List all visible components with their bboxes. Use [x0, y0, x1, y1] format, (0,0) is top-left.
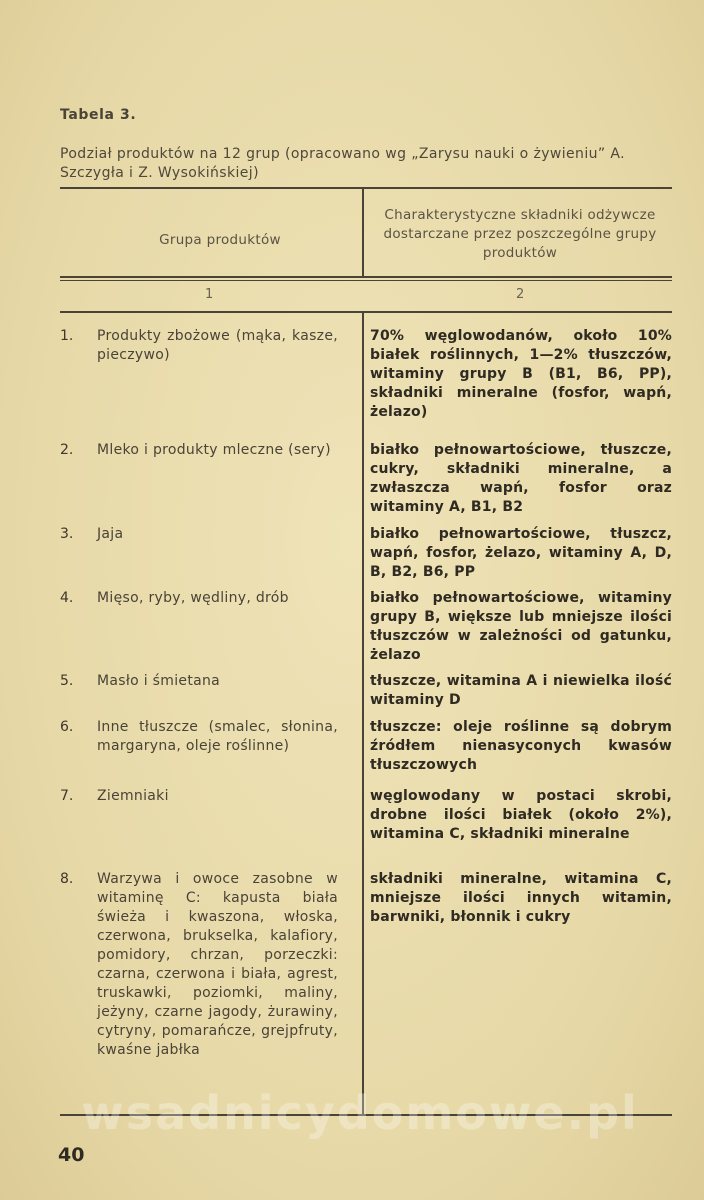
nutrients: białko pełnowartościowe, tłuszcze, cukry, składniki mineralne, a zwłaszcza wapń, fosfor oraz witaminy A, B1, B2 — [370, 442, 672, 515]
nutrients: tłuszcze: oleje roślinne są dobrym źródłem nienasyconych kwasów tłuszczowych — [370, 719, 672, 773]
page-number: 40 — [58, 1144, 85, 1166]
row-number: 7. — [60, 788, 74, 804]
nutrients: węglowodany w postaci skrobi, drobne ilości białek (około 2%), witamina C, składniki mineralne — [370, 788, 672, 842]
product-group: Masło i śmietana — [97, 673, 221, 689]
nutrients: 70% węglowodanów, około 10% białek roślinnych, 1—2% tłuszczów, witaminy grupy B (B1, B6, PP), składniki mineralne (fosfor, wapń, żelazo) — [370, 328, 672, 420]
table-caption: Tabela 3. — [60, 107, 137, 123]
product-group: Warzywa i owoce zasobne w witaminę C: kapusta biała świeża i kwaszona, włoska, czerwona, brukselka, kalafiory, pomidory, chrzan, porzeczki: czarna, czerwona i biała, agrest, truskawki, poziomki, maliny, jeżyny, czarne jagody, żurawiny, cytryny, pomarańcze, grejpfruty, kwaśne jabłka — [97, 871, 338, 1058]
product-group: Ziemniaki — [97, 788, 169, 804]
product-group: Inne tłuszcze (smalec, słonina, margaryna, oleje roślinne) — [97, 719, 338, 754]
product-group: Jaja — [97, 526, 124, 542]
nutrients: białko pełnowartościowe, tłuszcz, wapń, fosfor, żelazo, witaminy A, D, B, B2, B6, PP — [370, 526, 672, 580]
table-top-rule — [60, 187, 672, 189]
header-bottom-rule-2 — [60, 280, 672, 281]
header-group: Grupa produktów — [159, 232, 281, 248]
row-number: 3. — [60, 526, 74, 542]
watermark: wsadnicydomowe.pl — [81, 1086, 639, 1140]
header-bottom-rule — [60, 276, 672, 278]
column-number-2: 2 — [516, 287, 525, 302]
column-divider-head — [362, 189, 364, 277]
row-number: 8. — [60, 871, 74, 887]
nutrients: białko pełnowartościowe, witaminy grupy B, większe lub mniejsze ilości tłuszczów w zależności od gatunku, żelazo — [370, 590, 672, 663]
row-number: 4. — [60, 590, 74, 606]
nutrients: tłuszcze, witamina A i niewielka ilość witaminy D — [370, 673, 672, 708]
row-number: 6. — [60, 719, 74, 735]
header-nutrients: Charakterystyczne składniki odżywcze dostarczane przez poszczególne grupy produktów — [383, 207, 657, 261]
row-number: 5. — [60, 673, 74, 689]
row-number: 1. — [60, 328, 74, 344]
colnum-bottom-rule — [60, 311, 672, 313]
product-group: Mięso, ryby, wędliny, drób — [97, 590, 289, 606]
column-number-1: 1 — [205, 287, 214, 302]
row-number: 2. — [60, 442, 74, 458]
product-group: Mleko i produkty mleczne (sery) — [97, 442, 331, 458]
nutrients: składniki mineralne, witamina C, mniejsze ilości innych witamin, barwniki, błonnik i cukry — [370, 871, 672, 925]
product-group: Produkty zbożowe (mąka, kasze, pieczywo) — [97, 328, 338, 363]
column-divider-body — [362, 313, 364, 1114]
table-subtitle: Podział produktów na 12 grup (opracowano wg „Zarysu nauki o żywieniu” A. Szczygła i Z. Wysokińskiej) — [60, 146, 625, 181]
